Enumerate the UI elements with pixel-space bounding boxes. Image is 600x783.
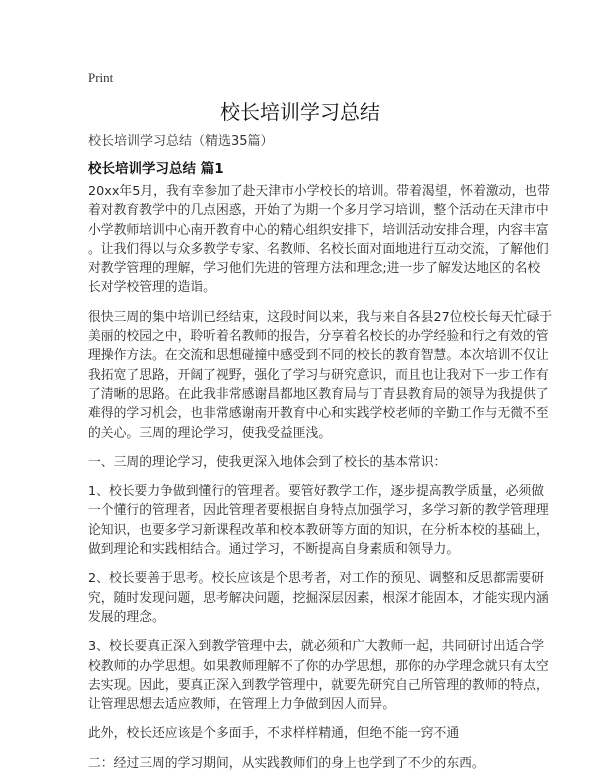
paragraph-line: 长对学校管理的造诣。 [88,280,216,296]
paragraph-line: 论知识，也要多学习新课程改革和校本教研等方面的知识，在分析本校的基础上， [88,522,549,538]
paragraph [88,182,550,298]
paragraph-line: 3、校长要真正深入到教学管理中去，就必须和广大教师一起，共同研讨出适合学 [88,639,545,655]
paragraph-line: 做到理论和实践相结合。通过学习，不断提高自身素质和领导力。 [88,542,460,558]
paragraph [88,754,528,773]
paragraph-line: 一个懂行的管理者，因此管理者要根据自身特点加强学习，多学习新的教学管理理 [88,503,549,519]
paragraph-line: 难得的学习机会，也非常感谢南开教育中心和实践学校老师的辛勤工作与无微不至 [88,406,549,422]
paragraph-line: 去实现。因此，要真正深入到教学管理中，就要先研究自己所管理的教师的特点， [88,677,549,693]
paragraph-line: 小学教师培训中心南开教育中心的精心组织安排下，培训活动安排合理，内容丰富 [88,222,549,238]
document-body [88,182,553,783]
paragraph [88,308,553,443]
paragraph-line: 此外，校长还应该是个多面手，不求样样精通，但绝不能一窍不通 [88,726,460,742]
paragraph-line: 一、三周的理论学习，使我更深入地体会到了校长的基本常识： [88,454,447,470]
paragraph-line: 1、校长要力争做到懂行的管理者。要管好教学工作，逐步提高教学质量，必须做 [88,484,545,500]
paragraph-line: 的关心。三周的理论学习，使我受益匪浅。 [88,425,332,441]
paragraph-line: 很快三周的集中培训已经结束，这段时间以来，我与来自各县27位校长每天忙碌于 [88,309,553,325]
paragraph-line: 二：经过三周的学习期间，从实践教师们的身上也学到了不少的东西。 [88,755,485,771]
paragraph-line: 了清晰的思路。在此我非常感谢昌都地区教育局与丁青县教育局的领导为我提供了 [88,386,549,402]
paragraph [88,724,528,743]
paragraph-line: 我拓宽了思路，开阔了视野，强化了学习与研究意识，而且也让我对下一步工作有 [88,367,549,383]
paragraph-line: 校教师的办学思想。如果教师理解不了你的办学思想，那你的办学理念就只有太空 [88,658,549,674]
paragraph-line: 发展的理念。 [88,609,165,625]
print-label: Print [88,70,114,85]
document-title: 校长培训学习总结 [220,100,380,124]
paragraph-line: 理操作方法。在交流和思想碰撞中感受到不同的校长的教育智慧。本次培训不仅让 [88,348,549,364]
paragraph-line: 着对教育教学中的几点困惑，开始了为期一个多月学习培训，整个活动在天津市中 [88,203,549,219]
paragraph-line: 对教学管理的理解，学习他们先进的管理方法和理念;进一步了解发达地区的名校 [88,261,541,277]
document-subtitle: 校长培训学习总结（精选35篇） [88,134,274,149]
paragraph-line: 究，随时发现问题，思考解决问题，挖掘深层因素，根深才能固本，才能实现内涵 [88,590,549,606]
paragraph [88,569,549,627]
section-heading: 校长培训学习总结 篇1 [88,161,224,177]
paragraph-line: 让管理思想去适应教师，在管理上力争做到因人而异。 [88,697,396,713]
paragraph-line: 。让我们得以与众多教学专家、名教师、名校长面对面地进行互动交流，了解他们 [88,241,549,257]
paragraph [88,482,549,559]
paragraph [88,637,549,714]
paragraph-line: 美丽的校园之中，聆听着名教师的报告，分享着名校长的办学经验和行之有效的管 [88,329,549,345]
paragraph-line: 20xx年5月，我有幸参加了赴天津市小学校长的培训。带着渴望，怀着激动，也带 [88,184,550,199]
paragraph-line: 2、校长要善于思考。校长应该是个思考者，对工作的预见、调整和反思都需要研 [88,571,545,587]
paragraph [88,453,528,472]
